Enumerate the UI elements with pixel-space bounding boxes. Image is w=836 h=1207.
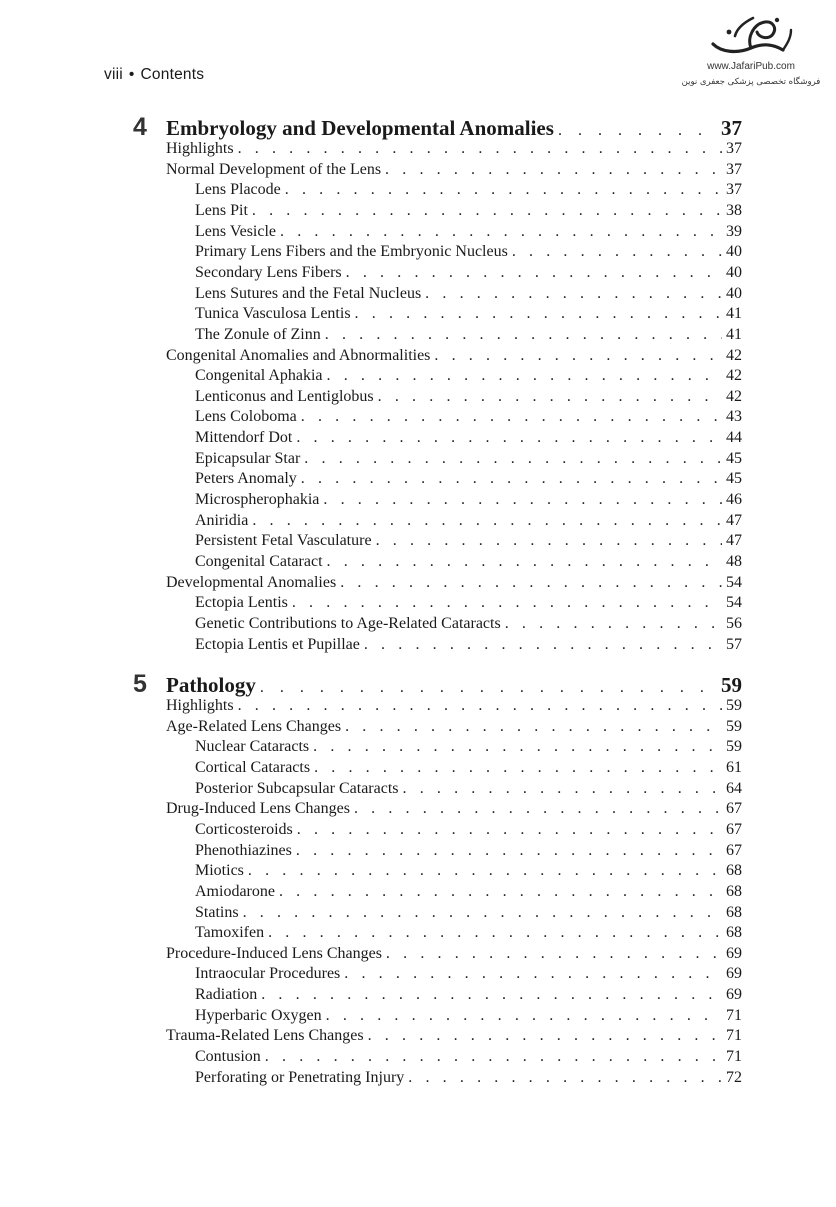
dot-leader <box>265 1047 722 1067</box>
dot-leader <box>252 201 722 221</box>
toc-subsection-entry[interactable] <box>195 449 742 469</box>
entry-page: 69 <box>726 965 742 983</box>
entry-page: 42 <box>726 367 742 385</box>
toc-subsection-entry[interactable] <box>195 779 742 799</box>
entry-page: 71 <box>726 1027 742 1045</box>
toc-subsection-entry[interactable] <box>195 820 742 840</box>
dot-leader <box>344 964 722 984</box>
entry-label: Lens Coloboma <box>195 408 297 426</box>
entry-page: 67 <box>726 820 742 838</box>
entry-label: Lens Vesicle <box>195 222 277 240</box>
toc-subsection-entry[interactable] <box>195 242 742 262</box>
toc-subsection-entry[interactable] <box>195 366 742 386</box>
entry-page: 40 <box>726 243 742 261</box>
entry-label: Epicapsular Star <box>195 449 301 467</box>
dot-leader <box>279 882 722 902</box>
entry-page: 54 <box>726 594 742 612</box>
dot-leader <box>346 263 722 283</box>
bullet-separator: • <box>128 66 135 83</box>
dot-leader <box>434 346 722 366</box>
entry-label: Nuclear Cataracts <box>195 738 310 756</box>
entry-label: Tunica Vasculosa Lentis <box>195 305 351 323</box>
entry-label: Lenticonus and Lentiglobus <box>195 387 374 405</box>
dot-leader <box>280 222 722 242</box>
entry-page: 47 <box>726 511 742 529</box>
toc-subsection-entry[interactable] <box>195 469 742 489</box>
dot-leader <box>292 593 722 613</box>
dot-leader <box>296 841 722 861</box>
entry-label: Miotics <box>195 862 244 880</box>
toc-subsection-entry[interactable] <box>195 490 742 510</box>
toc-subsection-entry[interactable] <box>195 304 742 324</box>
toc-section-entry[interactable] <box>166 799 742 819</box>
entry-label: The Zonule of Zinn <box>195 325 321 343</box>
dot-leader <box>378 387 722 407</box>
entry-label: Developmental Anomalies <box>166 573 337 591</box>
entry-label: Lens Pit <box>195 201 248 219</box>
entry-page: 56 <box>726 614 742 632</box>
dot-leader <box>301 407 722 427</box>
toc-subsection-entry[interactable] <box>195 325 742 345</box>
entry-page: 68 <box>726 903 742 921</box>
entry-page: 37 <box>726 160 742 178</box>
entry-label: Normal Development of the Lens <box>166 160 382 178</box>
entry-label: Congenital Aphakia <box>195 367 323 385</box>
toc-subsection-entry[interactable] <box>195 531 742 551</box>
entry-page: 43 <box>726 408 742 426</box>
dot-leader <box>345 717 722 737</box>
chapter-number: 5 <box>133 670 147 698</box>
toc-subsection-entry[interactable] <box>195 923 742 943</box>
logo-tagline: فروشگاه تخصصی پزشکی جعفری نوین <box>681 77 821 87</box>
dot-leader <box>285 180 722 200</box>
dot-leader <box>327 552 722 572</box>
chapter-page: 37 <box>721 116 742 140</box>
toc-subsection-entry[interactable] <box>195 903 742 923</box>
entry-label: Lens Placode <box>195 181 281 199</box>
toc-subsection-entry[interactable] <box>195 758 742 778</box>
toc-subsection-entry[interactable] <box>195 428 742 448</box>
entry-label: Age-Related Lens Changes <box>166 717 342 735</box>
dot-leader <box>304 449 722 469</box>
toc-subsection-entry[interactable] <box>195 1047 742 1067</box>
chapter-number: 4 <box>133 113 147 141</box>
entry-page: 42 <box>726 346 742 364</box>
chapter-page: 59 <box>721 673 742 697</box>
entry-page: 68 <box>726 862 742 880</box>
entry-page: 59 <box>726 697 742 714</box>
dot-leader <box>238 696 722 716</box>
dot-leader <box>425 284 722 304</box>
dot-leader <box>297 820 722 840</box>
entry-page: 44 <box>726 429 742 447</box>
entry-label: Highlights <box>166 140 234 157</box>
dot-leader <box>326 1006 722 1026</box>
entry-page: 37 <box>726 140 742 157</box>
entry-page: 72 <box>726 1068 742 1086</box>
dot-leader <box>403 779 723 799</box>
entry-page: 71 <box>726 1048 742 1066</box>
entry-label: Lens Sutures and the Fetal Nucleus <box>195 284 422 302</box>
entry-page: 64 <box>726 779 742 797</box>
toc-section-entry[interactable] <box>166 1026 742 1046</box>
entry-label: Phenothiazines <box>195 841 292 859</box>
toc-subsection-entry[interactable] <box>195 407 742 427</box>
chapter-title: Embryology and Developmental Anomalies <box>166 116 554 140</box>
toc-section-entry[interactable] <box>166 696 742 716</box>
entry-label: Procedure-Induced Lens Changes <box>166 944 382 962</box>
entry-label: Perforating or Penetrating Injury <box>195 1068 405 1086</box>
dot-leader <box>248 861 722 881</box>
toc-subsection-entry[interactable] <box>195 985 742 1005</box>
entry-label: Ectopia Lentis <box>195 594 288 612</box>
toc-subsection-entry[interactable] <box>195 387 742 407</box>
toc-section-entry[interactable] <box>166 944 742 964</box>
toc-subsection-entry[interactable] <box>195 964 742 984</box>
entry-label: Ectopia Lentis et Pupillae <box>195 635 360 653</box>
toc-subsection-entry[interactable] <box>195 284 742 304</box>
entry-page: 57 <box>726 635 742 653</box>
entry-page: 71 <box>726 1006 742 1024</box>
entry-label: Corticosteroids <box>195 820 293 838</box>
entry-page: 69 <box>726 944 742 962</box>
entry-page: 59 <box>726 717 742 735</box>
toc-section-entry[interactable] <box>166 717 742 737</box>
entry-label: Secondary Lens Fibers <box>195 263 342 281</box>
entry-page: 69 <box>726 986 742 1004</box>
publisher-logo <box>676 14 826 104</box>
entry-page: 54 <box>726 573 742 591</box>
entry-label: Intraocular Procedures <box>195 965 341 983</box>
entry-label: Congenital Cataract <box>195 553 323 570</box>
entry-page: 45 <box>726 449 742 467</box>
dot-leader <box>340 573 722 593</box>
dot-leader <box>261 985 722 1005</box>
entry-page: 42 <box>726 387 742 405</box>
entry-label: Drug-Induced Lens Changes <box>166 800 350 818</box>
dot-leader <box>327 366 722 386</box>
calligraphy-logo-icon <box>707 14 795 60</box>
logo-website: www.JafariPub.com <box>707 61 795 72</box>
dot-leader <box>252 511 722 531</box>
toc-section-entry[interactable] <box>166 139 742 159</box>
entry-label: Cortical Cataracts <box>195 758 311 776</box>
entry-label: Highlights <box>166 697 234 714</box>
entry-label: Contusion <box>195 1048 261 1066</box>
dot-leader <box>505 614 722 634</box>
toc-subsection-entry[interactable] <box>195 635 742 655</box>
dot-leader <box>296 428 722 448</box>
dot-leader <box>313 737 722 757</box>
entry-label: Microspherophakia <box>195 491 320 509</box>
dot-leader <box>376 531 722 551</box>
toc-subsection-entry[interactable] <box>195 593 742 613</box>
entry-page: 47 <box>726 532 742 550</box>
entry-label: Amiodarone <box>195 882 275 900</box>
dot-leader <box>512 242 722 262</box>
entry-page: 68 <box>726 882 742 900</box>
entry-label: Statins <box>195 903 239 921</box>
entry-page: 40 <box>726 263 742 281</box>
entry-page: 61 <box>726 758 742 776</box>
entry-page: 46 <box>726 491 742 509</box>
toc-subsection-entry[interactable] <box>195 180 742 200</box>
dot-leader <box>408 1068 722 1088</box>
entry-page: 48 <box>726 553 742 570</box>
entry-label: Persistent Fetal Vasculature <box>195 532 372 550</box>
toc-subsection-entry[interactable] <box>195 861 742 881</box>
entry-page: 41 <box>726 325 742 343</box>
entry-label: Aniridia <box>195 511 249 529</box>
dot-leader <box>301 469 722 489</box>
dot-leader <box>355 304 722 324</box>
dot-leader <box>385 160 722 180</box>
toc-section-entry[interactable] <box>166 160 742 180</box>
page-number: viii <box>104 66 123 83</box>
dot-leader <box>323 490 722 510</box>
dot-leader <box>325 325 722 345</box>
dot-leader <box>314 758 722 778</box>
entry-label: Peters Anomaly <box>195 470 297 488</box>
entry-label: Mittendorf Dot <box>195 429 293 447</box>
entry-page: 41 <box>726 305 742 323</box>
toc-subsection-entry[interactable] <box>195 511 742 531</box>
dot-leader <box>368 1026 722 1046</box>
toc-subsection-entry[interactable] <box>195 614 742 634</box>
entry-label: Primary Lens Fibers and the Embryonic Nucleus <box>195 243 508 261</box>
entry-page: 67 <box>726 800 742 818</box>
toc-subsection-entry[interactable] <box>195 1006 742 1026</box>
toc-subsection-entry[interactable] <box>195 1068 742 1088</box>
entry-label: Posterior Subcapsular Cataracts <box>195 779 399 797</box>
entry-page: 67 <box>726 841 742 859</box>
entry-label: Radiation <box>195 986 258 1004</box>
dot-leader <box>354 799 722 819</box>
toc-subsection-entry[interactable] <box>195 222 742 242</box>
toc-subsection-entry[interactable] <box>195 882 742 902</box>
dot-leader <box>268 923 722 943</box>
entry-label: Congenital Anomalies and Abnormalities <box>166 346 431 364</box>
toc-subsection-entry[interactable] <box>195 263 742 283</box>
dot-leader <box>238 139 722 159</box>
dot-leader <box>386 944 722 964</box>
section-title: Contents <box>140 66 205 83</box>
entry-page: 59 <box>726 738 742 756</box>
entry-page: 45 <box>726 470 742 488</box>
toc-section-entry[interactable] <box>166 573 742 593</box>
toc-section-entry[interactable] <box>166 346 742 366</box>
dot-leader <box>243 903 722 923</box>
entry-page: 38 <box>726 201 742 219</box>
chapter-title: Pathology <box>166 673 256 697</box>
toc-subsection-entry[interactable] <box>195 841 742 861</box>
entry-page: 39 <box>726 222 742 240</box>
running-head <box>104 66 204 84</box>
toc-subsection-entry[interactable] <box>195 201 742 221</box>
dot-leader <box>364 635 722 655</box>
entry-label: Trauma-Related Lens Changes <box>166 1027 364 1045</box>
entry-page: 37 <box>726 181 742 199</box>
entry-page: 40 <box>726 284 742 302</box>
toc-subsection-entry[interactable] <box>195 737 742 757</box>
toc-subsection-entry[interactable] <box>195 552 742 572</box>
entry-label: Genetic Contributions to Age-Related Cataracts <box>195 614 501 632</box>
entry-label: Hyperbaric Oxygen <box>195 1006 322 1024</box>
entry-label: Tamoxifen <box>195 924 265 942</box>
entry-page: 68 <box>726 924 742 942</box>
